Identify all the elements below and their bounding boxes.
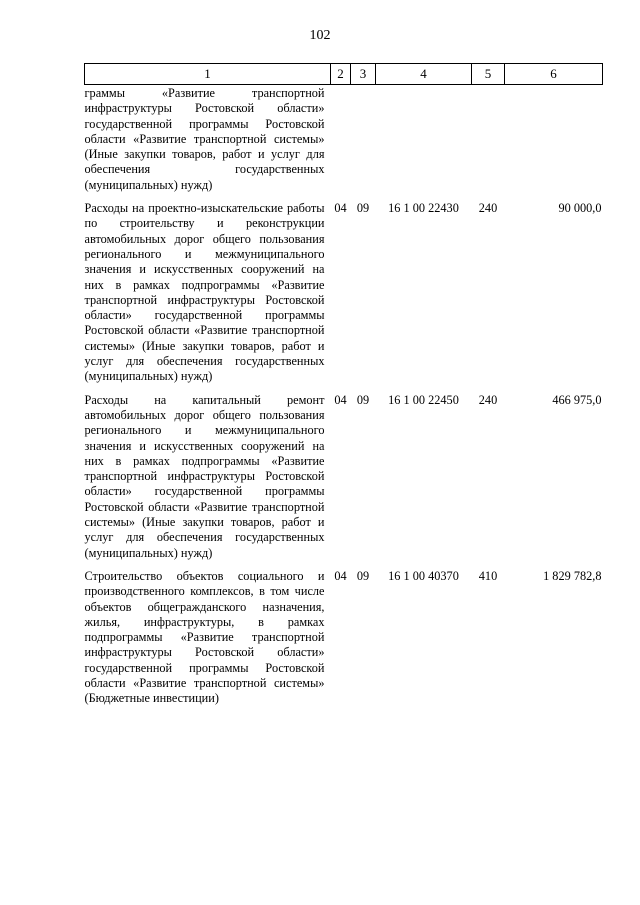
row-expense-type: 410 <box>478 568 498 583</box>
row-section: 04 <box>334 201 347 216</box>
row-section: 04 <box>334 568 347 583</box>
row-description: Расходы на капитальный ремонт автомобильных дорог общего пользования регионального и межмуниципального значения и искусственных сооружений на них в рамках подпрограммы «Развитие транспортной инфраструктуры Ростовской области» государственной программы Ростовской области «Развитие транспортной системы» (Иные закупки товаров, работ и услуг для обеспечения государственных (муниципальных) нужд) <box>84 392 325 560</box>
row-section: 04 <box>334 392 347 407</box>
row-expense-type: 240 <box>478 201 498 216</box>
row-target-article <box>376 85 472 202</box>
column-header-1: 1 <box>85 64 331 85</box>
row-section <box>331 85 351 202</box>
row-description: Строительство объектов социального и производственного комплексов, в том числе объектов общегражданского назначения, жилья, инфраструктуры, в рамках подпрограммы «Развитие транспортной инфраструктуры Ростовской области» государственной программы Ростовской области «Развитие транспортной системы» (Бюджетные инвестиции) <box>84 568 325 706</box>
row-amount: 90 000,0 <box>558 201 602 216</box>
header-row <box>85 64 603 85</box>
column-header-3: 3 <box>351 64 376 85</box>
row-subsection: 09 <box>356 568 370 583</box>
row-subsection: 09 <box>356 392 370 407</box>
column-header-6: 6 <box>505 64 603 85</box>
column-header-4: 4 <box>376 64 472 85</box>
row-subsection <box>351 85 376 202</box>
row-target-article: 16 1 00 22450 <box>388 392 459 407</box>
row-target-article: 16 1 00 40370 <box>388 568 459 583</box>
table-row <box>85 569 603 715</box>
budget-table <box>84 63 603 715</box>
row-expense-type: 240 <box>478 392 498 407</box>
table-row <box>85 201 603 393</box>
row-description: Расходы на проектно-изыскательские работы по строительству и реконструкции автомобильных дорог общего пользования регионального и межмуниципального значения и искусственных сооружений на них в рамках подпрограммы «Развитие транспортной инфраструктуры Ростовской области» государственной программы Ростовской области «Развитие транспортной системы» (Иные закупки товаров, работ и услуг для обеспечения государственных (муниципальных) нужд) <box>84 201 325 384</box>
row-amount: 1 829 782,8 <box>543 568 602 583</box>
row-amount: 466 975,0 <box>552 392 602 407</box>
row-amount <box>505 85 603 202</box>
page-number: 102 <box>309 28 331 43</box>
row-description: граммы «Развитие транспортной инфраструктуры Ростовской области» государственной программы Ростовской области «Развитие транспортной системы» (Иные закупки товаров, работ и услуг для обеспечения государственных (муниципальных) нужд) <box>84 86 325 192</box>
table-row <box>85 393 603 569</box>
column-header-5: 5 <box>472 64 505 85</box>
column-header-2: 2 <box>331 64 351 85</box>
row-target-article: 16 1 00 22430 <box>388 201 459 216</box>
table-row <box>85 85 603 202</box>
row-subsection: 09 <box>356 201 370 216</box>
row-expense-type <box>472 85 505 202</box>
